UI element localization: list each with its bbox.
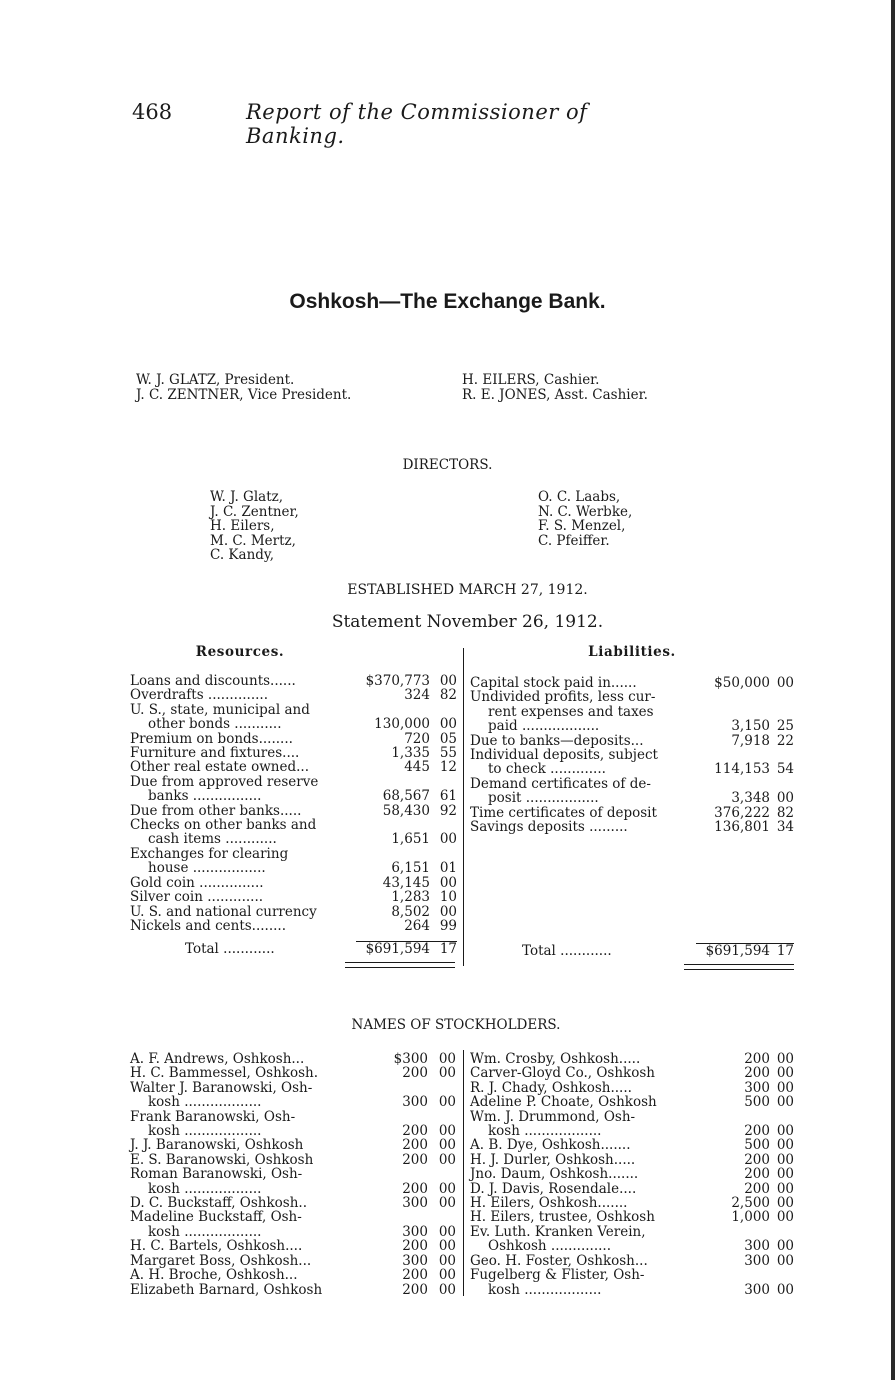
stockholder-row: [470, 1066, 794, 1080]
officer-cashier: H. EILERS, Cashier.: [462, 372, 600, 388]
row-cents: [430, 703, 457, 717]
director-name: N. C. Werbke,: [538, 503, 633, 520]
stockholder-row: [470, 1153, 794, 1167]
column-divider: [463, 648, 464, 966]
row-cents: 00: [776, 1079, 794, 1096]
total-row: [470, 943, 794, 958]
row-label: Roman Baranowski, Osh-: [130, 1166, 303, 1183]
stock-column-divider: [463, 1050, 464, 1296]
liability-row: [470, 762, 794, 776]
row-label: to check .............: [488, 762, 606, 777]
row-dollars: 200: [744, 1065, 770, 1082]
stockholder-row: [470, 1268, 794, 1282]
row-cents: 00: [776, 1281, 794, 1298]
row-dollars: $50,000: [714, 675, 770, 691]
row-label: Capital stock paid in......: [470, 676, 637, 691]
row-label: Silver coin .............: [130, 890, 264, 905]
row-cents: 00: [439, 716, 457, 733]
row-cents: 00: [776, 1166, 794, 1183]
director-name: M. C. Mertz,: [210, 532, 296, 549]
row-label: cash items ............: [148, 832, 277, 847]
row-dollars: [354, 1110, 428, 1124]
stockholder-row: [130, 1153, 456, 1167]
row-cents: 01: [439, 860, 457, 877]
total-row: [130, 941, 457, 956]
row-label: posit .................: [488, 791, 599, 806]
officer-asst-cashier: R. E. JONES, Asst. Cashier.: [462, 386, 648, 403]
row-cents: 82: [439, 687, 457, 704]
stockholder-row: [130, 1254, 456, 1268]
total-dollars: $691,594: [696, 943, 770, 958]
liability-row: [470, 690, 794, 704]
liability-row: [470, 791, 794, 805]
row-cents: [428, 1110, 456, 1124]
row-dollars: [356, 775, 430, 789]
running-header: [132, 100, 692, 148]
row-cents: 00: [438, 1195, 456, 1212]
row-cents: 00: [438, 1267, 456, 1284]
row-dollars: 1,000: [731, 1209, 770, 1226]
resource-row: [130, 674, 457, 688]
row-label: Margaret Boss, Oshkosh...: [130, 1252, 312, 1269]
stockholder-row: [470, 1283, 794, 1297]
directors-right-list: [538, 490, 738, 548]
stockholder-row: [130, 1124, 456, 1138]
row-label: other bonds ...........: [148, 717, 282, 732]
row-dollars: 300: [402, 1223, 428, 1240]
row-dollars: 500: [744, 1094, 770, 1111]
row-label: paid ..................: [488, 719, 600, 734]
row-label: Wm. Crosby, Oshkosh.....: [470, 1051, 641, 1067]
row-label: house .................: [148, 861, 266, 876]
row-label: Individual deposits, subject: [470, 748, 658, 763]
row-dollars: 300: [744, 1238, 770, 1255]
row-dollars: 300: [402, 1094, 428, 1111]
row-cents: 22: [776, 732, 794, 749]
row-dollars: [356, 818, 430, 832]
row-label: A. B. Dye, Oshkosh.......: [470, 1137, 631, 1154]
total-cents: 17: [770, 943, 794, 958]
liability-row: [470, 719, 794, 733]
row-label: H. J. Durler, Oshkosh.....: [470, 1151, 636, 1168]
row-cents: 00: [439, 831, 457, 848]
row-cents: 00: [776, 675, 794, 691]
stockholder-row: [130, 1182, 456, 1196]
row-dollars: 114,153: [714, 761, 770, 778]
stockholder-row: [130, 1239, 456, 1253]
director-name: W. J. Glatz,: [210, 489, 284, 505]
row-dollars: 6,151: [391, 860, 430, 877]
row-dollars: [354, 1210, 428, 1224]
resource-row: [130, 746, 457, 760]
row-dollars: $300: [393, 1051, 428, 1067]
stockholder-row: [470, 1182, 794, 1196]
row-dollars: 8,502: [391, 903, 430, 920]
row-label: Checks on other banks and: [130, 818, 317, 833]
stockholder-row: [130, 1095, 456, 1109]
bank-title: Oshkosh—The Exchange Bank.: [289, 290, 606, 313]
row-dollars: [696, 690, 770, 704]
directors-heading: DIRECTORS.: [402, 457, 493, 473]
row-label: kosh ..................: [148, 1123, 262, 1140]
row-cents: 92: [439, 802, 457, 819]
row-label: A. H. Broche, Oshkosh...: [130, 1267, 298, 1284]
row-label: U. S., state, municipal and: [130, 702, 310, 718]
stockholder-row: [470, 1110, 794, 1124]
stockholder-row: [130, 1225, 456, 1239]
stockholder-row: [470, 1124, 794, 1138]
director-name: C. Kandy,: [210, 547, 275, 564]
stockholders-heading: NAMES OF STOCKHOLDERS.: [351, 1017, 561, 1033]
row-label: H. C. Bammessel, Oshkosh.: [130, 1065, 319, 1082]
row-dollars: 1,335: [391, 745, 430, 762]
row-cents: 00: [776, 1137, 794, 1154]
row-label: R. J. Chady, Oshkosh.....: [470, 1079, 632, 1096]
row-dollars: [696, 705, 770, 719]
row-dollars: 300: [744, 1281, 770, 1298]
row-cents: 00: [438, 1094, 456, 1111]
resource-row: [130, 732, 457, 746]
row-cents: 00: [438, 1252, 456, 1269]
resource-row: [130, 688, 457, 702]
stockholder-row: [130, 1066, 456, 1080]
row-cents: 00: [776, 1065, 794, 1082]
row-cents: 82: [776, 804, 794, 821]
liability-row: [470, 676, 794, 690]
row-label: rent expenses and taxes: [488, 704, 654, 720]
row-dollars: 1,651: [391, 831, 430, 848]
row-label: Frank Baranowski, Osh-: [130, 1108, 296, 1125]
row-cents: 00: [776, 1238, 794, 1255]
row-label: Oshkosh ..............: [488, 1238, 611, 1255]
director-name: J. C. Zentner,: [210, 503, 299, 520]
row-dollars: 200: [402, 1151, 428, 1168]
row-dollars: 136,801: [714, 819, 770, 836]
row-label: Elizabeth Barnard, Oshkosh: [130, 1281, 323, 1298]
established-date: ESTABLISHED MARCH 27, 1912.: [347, 582, 588, 598]
stockholder-row: [130, 1268, 456, 1282]
row-cents: [770, 1225, 794, 1239]
row-label: Demand certificates of de-: [470, 776, 651, 792]
resources-heading: Resources.: [195, 644, 285, 660]
row-cents: [770, 748, 794, 762]
total-dollars: $691,594: [356, 941, 430, 956]
row-cents: 00: [776, 1252, 794, 1269]
director-name: O. C. Laabs,: [538, 489, 621, 505]
row-cents: [428, 1167, 456, 1181]
row-cents: 00: [438, 1065, 456, 1082]
stockholder-row: [470, 1239, 794, 1253]
stockholder-row: [130, 1110, 456, 1124]
row-dollars: 200: [744, 1180, 770, 1197]
row-cents: [770, 690, 794, 704]
row-label: Ev. Luth. Kranken Verein,: [470, 1223, 646, 1240]
row-cents: [428, 1210, 456, 1224]
director-name: C. Pfeiffer.: [538, 532, 610, 549]
row-dollars: [696, 777, 770, 791]
row-cents: 54: [776, 761, 794, 778]
running-title: Report of the Commissioner of Banking.: [246, 100, 588, 148]
row-cents: 00: [438, 1137, 456, 1154]
row-label: Premium on bonds........: [130, 731, 293, 747]
page-edge-shadow: [891, 0, 895, 1380]
row-label: Exchanges for clearing: [130, 846, 289, 862]
row-dollars: 1,283: [391, 889, 430, 906]
row-dollars: 264: [404, 917, 430, 934]
resources-double-rule: [345, 962, 455, 968]
row-label: H. Eilers, Oshkosh.......: [470, 1195, 628, 1212]
row-cents: 00: [439, 874, 457, 891]
row-cents: 00: [438, 1151, 456, 1168]
row-cents: 12: [439, 759, 457, 776]
row-label: D. C. Buckstaff, Oshkosh..: [130, 1195, 308, 1212]
row-cents: 00: [438, 1123, 456, 1140]
row-label: Furniture and fixtures....: [130, 746, 300, 761]
stockholder-row: [470, 1196, 794, 1210]
row-dollars: 200: [402, 1238, 428, 1255]
row-label: Undivided profits, less cur-: [470, 690, 656, 705]
stockholder-row: [130, 1283, 456, 1297]
row-label: Due to banks—deposits...: [470, 733, 644, 749]
stockholder-row: [470, 1167, 794, 1181]
total-cents: 17: [430, 941, 457, 956]
row-dollars: 43,145: [382, 874, 430, 891]
row-cents: [430, 847, 457, 861]
resource-row: [130, 775, 457, 789]
row-dollars: 200: [402, 1123, 428, 1140]
total-label: Total ............: [522, 943, 612, 959]
row-dollars: [354, 1167, 428, 1181]
row-cents: [770, 705, 794, 719]
row-cents: [430, 775, 457, 789]
row-dollars: 200: [402, 1281, 428, 1298]
resource-row: [130, 861, 457, 875]
stockholder-row: [130, 1196, 456, 1210]
row-dollars: 130,000: [374, 716, 430, 733]
row-dollars: [696, 1110, 770, 1124]
row-label: H. C. Bartels, Oshkosh....: [130, 1238, 303, 1255]
row-dollars: 300: [744, 1079, 770, 1096]
resource-row: [130, 905, 457, 919]
row-label: Jno. Daum, Oshkosh.......: [470, 1166, 639, 1183]
row-dollars: 58,430: [382, 802, 430, 819]
resource-row: [130, 876, 457, 890]
row-cents: 34: [776, 819, 794, 836]
resource-row: [130, 760, 457, 774]
officer-vice-president: J. C. ZENTNER, Vice President.: [136, 386, 352, 403]
liability-row: [470, 705, 794, 719]
row-cents: 61: [439, 788, 457, 805]
stockholders-right-table: [470, 1052, 794, 1297]
resource-row: [130, 717, 457, 731]
row-dollars: [354, 1081, 428, 1095]
row-dollars: 376,222: [714, 804, 770, 821]
resource-row: [130, 919, 457, 933]
row-label: Adeline P. Choate, Oshkosh: [470, 1094, 657, 1111]
row-dollars: 200: [402, 1267, 428, 1284]
row-dollars: 324: [404, 687, 430, 704]
row-label: Gold coin ...............: [130, 875, 264, 891]
row-dollars: 3,348: [731, 790, 770, 807]
liability-row: [470, 777, 794, 791]
officers-left: [136, 373, 446, 402]
row-cents: 05: [439, 730, 457, 747]
liabilities-table: [470, 676, 794, 958]
row-dollars: 445: [404, 759, 430, 776]
row-label: kosh ..................: [488, 1281, 602, 1298]
row-dollars: 200: [744, 1151, 770, 1168]
row-cents: 00: [438, 1223, 456, 1240]
row-cents: 99: [439, 917, 457, 934]
row-label: Due from other banks.....: [130, 803, 302, 819]
row-dollars: [696, 1225, 770, 1239]
stockholder-row: [130, 1210, 456, 1224]
stockholder-row: [130, 1081, 456, 1095]
row-label: Fugelberg & Flister, Osh-: [470, 1267, 645, 1284]
row-dollars: 720: [404, 730, 430, 747]
row-cents: [770, 777, 794, 791]
stockholders-left-table: [130, 1052, 456, 1297]
row-dollars: 500: [744, 1137, 770, 1154]
row-cents: [428, 1081, 456, 1095]
row-dollars: 300: [402, 1195, 428, 1212]
stockholder-row: [470, 1210, 794, 1224]
row-cents: 10: [439, 889, 457, 906]
row-dollars: 68,567: [382, 788, 430, 805]
row-dollars: 200: [402, 1065, 428, 1082]
stockholder-row: [470, 1095, 794, 1109]
liabilities-heading: Liabilities.: [588, 644, 676, 660]
row-label: Overdrafts ..............: [130, 688, 268, 703]
row-dollars: 3,150: [731, 718, 770, 735]
total-label: Total ............: [185, 941, 275, 957]
row-label: kosh ..................: [148, 1180, 262, 1197]
row-label: J. J. Baranowski, Oshkosh: [130, 1137, 304, 1154]
row-label: Time certificates of deposit: [470, 805, 657, 821]
resources-table: [130, 674, 457, 956]
row-cents: 00: [438, 1238, 456, 1255]
resource-row: [130, 789, 457, 803]
row-dollars: 200: [402, 1137, 428, 1154]
stockholder-row: [130, 1138, 456, 1152]
row-label: Loans and discounts......: [130, 674, 296, 689]
row-cents: [430, 818, 457, 832]
stockholder-row: [470, 1081, 794, 1095]
row-label: Carver-Gloyd Co., Oshkosh: [470, 1065, 655, 1082]
row-dollars: 7,918: [731, 732, 770, 749]
row-label: kosh ..................: [488, 1123, 602, 1140]
row-cents: 00: [776, 1151, 794, 1168]
row-dollars: [356, 703, 430, 717]
row-label: U. S. and national currency: [130, 904, 317, 919]
row-label: banks ................: [148, 789, 262, 804]
stockholder-row: [470, 1254, 794, 1268]
row-label: Nickels and cents........: [130, 918, 287, 934]
row-label: E. S. Baranowski, Oshkosh: [130, 1151, 314, 1168]
liabilities-double-rule: [684, 964, 794, 970]
row-cents: 00: [776, 1180, 794, 1197]
row-label: H. Eilers, trustee, Oshkosh: [470, 1209, 655, 1226]
row-cents: 00: [776, 790, 794, 807]
liability-row: [470, 806, 794, 820]
row-label: Wm. J. Drummond, Osh-: [470, 1108, 636, 1125]
row-cents: 00: [776, 1051, 794, 1067]
resource-row: [130, 818, 457, 832]
row-cents: 00: [776, 1209, 794, 1226]
row-cents: 00: [776, 1094, 794, 1111]
director-name: H. Eilers,: [210, 518, 275, 535]
officer-president: W. J. GLATZ, President.: [136, 372, 295, 388]
row-cents: 25: [776, 718, 794, 735]
liability-row: [470, 748, 794, 762]
row-label: Savings deposits .........: [470, 820, 628, 835]
liability-row: [470, 820, 794, 834]
row-label: Walter J. Baranowski, Osh-: [130, 1079, 313, 1096]
resource-row: [130, 847, 457, 861]
stockholder-row: [130, 1052, 456, 1066]
row-label: A. F. Andrews, Oshkosh...: [130, 1051, 305, 1067]
row-dollars: 300: [402, 1252, 428, 1269]
row-label: Madeline Buckstaff, Osh-: [130, 1209, 302, 1226]
resource-row: [130, 832, 457, 846]
resource-row: [130, 703, 457, 717]
row-dollars: 2,500: [731, 1195, 770, 1212]
page-number: 468: [132, 100, 173, 124]
directors-left-list: [210, 490, 410, 563]
row-cents: 55: [439, 745, 457, 762]
officers-right: [462, 373, 792, 402]
row-cents: [770, 1268, 794, 1282]
row-dollars: 200: [402, 1180, 428, 1197]
stockholder-row: [470, 1225, 794, 1239]
row-dollars: [696, 1268, 770, 1282]
row-cents: 00: [438, 1051, 456, 1067]
director-name: F. S. Menzel,: [538, 518, 626, 535]
statement-date: Statement November 26, 1912.: [331, 612, 604, 632]
row-cents: [770, 1110, 794, 1124]
row-label: kosh ..................: [148, 1094, 262, 1111]
row-cents: 00: [439, 903, 457, 920]
stockholder-row: [130, 1167, 456, 1181]
row-label: Geo. H. Foster, Oshkosh...: [470, 1252, 648, 1269]
row-dollars: $370,773: [365, 673, 430, 689]
resource-row: [130, 804, 457, 818]
row-dollars: 300: [744, 1252, 770, 1269]
row-cents: 00: [438, 1281, 456, 1298]
row-dollars: 200: [744, 1123, 770, 1140]
stockholder-row: [470, 1138, 794, 1152]
row-cents: 00: [776, 1123, 794, 1140]
row-label: kosh ..................: [148, 1223, 262, 1240]
row-cents: 00: [438, 1180, 456, 1197]
stockholder-row: [470, 1052, 794, 1066]
row-label: Other real estate owned...: [130, 760, 310, 775]
row-label: Due from approved reserve: [130, 774, 319, 790]
liability-row: [470, 734, 794, 748]
row-dollars: 200: [744, 1166, 770, 1183]
row-cents: 00: [776, 1195, 794, 1212]
resource-row: [130, 890, 457, 904]
row-dollars: 200: [744, 1051, 770, 1067]
row-cents: 00: [439, 673, 457, 689]
row-dollars: [696, 748, 770, 762]
row-dollars: [356, 847, 430, 861]
row-label: D. J. Davis, Rosendale....: [470, 1180, 637, 1197]
